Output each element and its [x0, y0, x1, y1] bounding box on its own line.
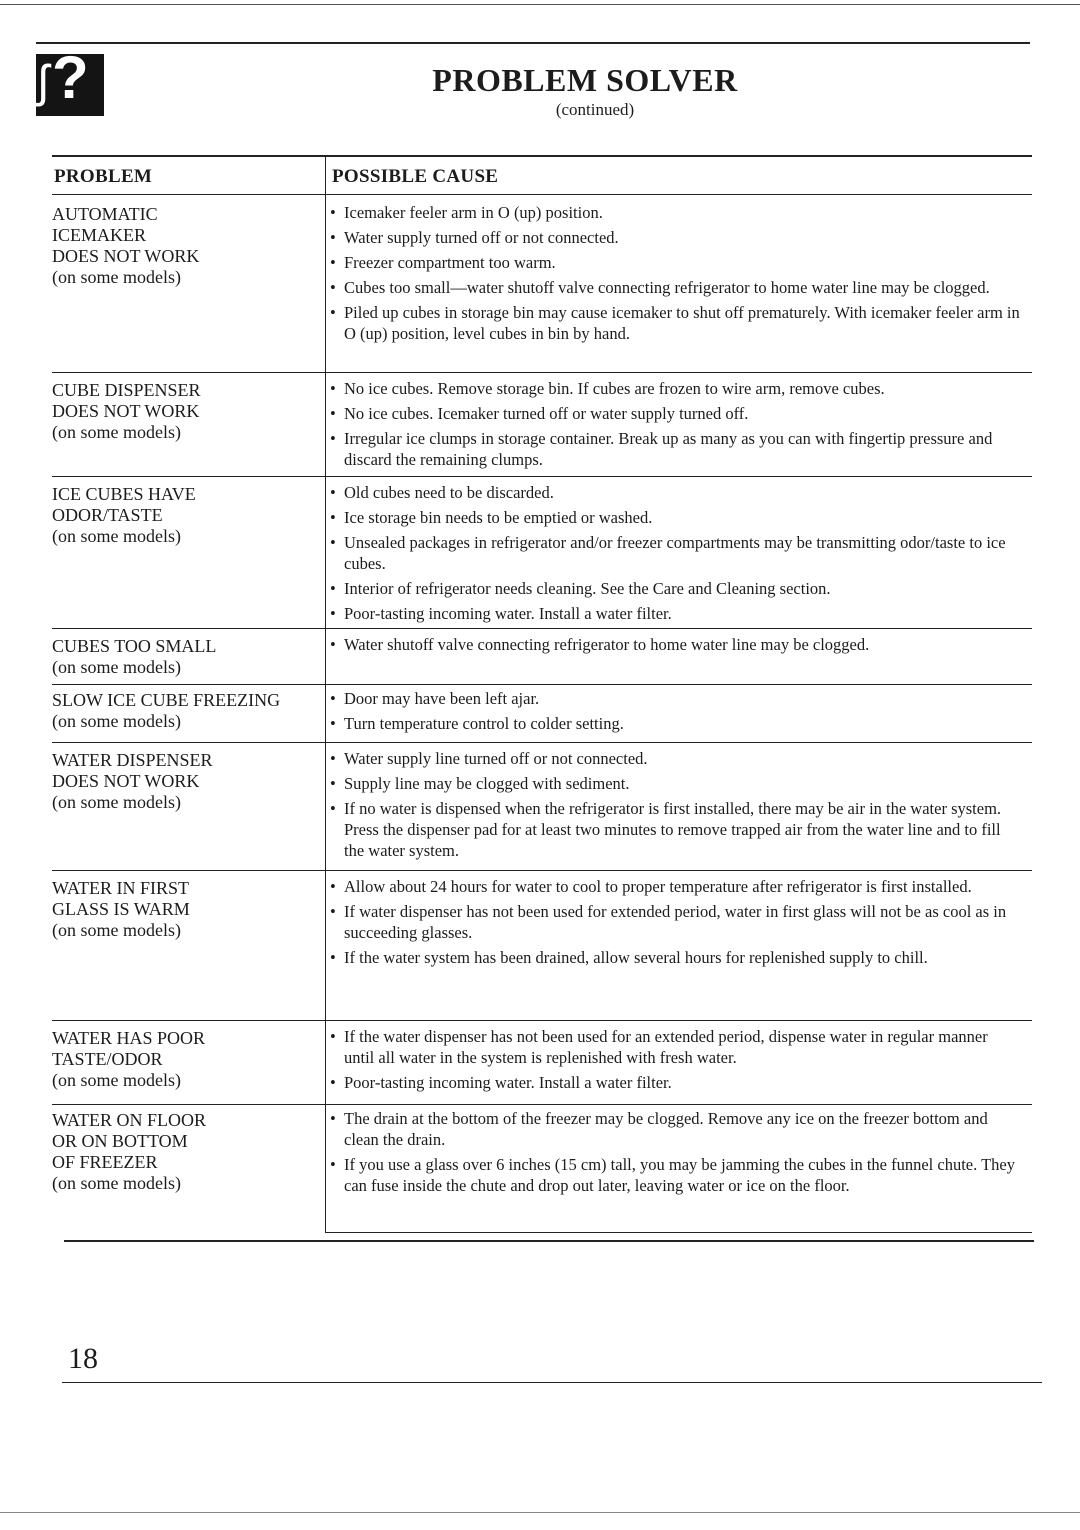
cause-item: • Supply line may be clogged with sediment. [330, 773, 1020, 794]
problem-line: TASTE/ODOR [52, 1049, 163, 1069]
page-subtitle: (continued) [555, 100, 635, 119]
models-note: (on some models) [52, 920, 181, 940]
models-note: (on some models) [52, 711, 181, 731]
cause-list [330, 482, 1020, 628]
problem-line: ICEMAKER [52, 225, 146, 245]
cause-item: • Icemaker feeler arm in O (up) position. [330, 202, 1020, 223]
problem-label [52, 636, 314, 678]
problem-label [52, 484, 314, 547]
cause-item: • No ice cubes. Remove storage bin. If cubes are frozen to wire arm, remove cubes. [330, 378, 1020, 399]
problem-line: CUBE DISPENSER [52, 380, 201, 400]
table-row [52, 686, 1032, 742]
cause-item: • Turn temperature control to colder setting. [330, 713, 1020, 734]
cause-item: • Cubes too small—water shutoff valve connecting refrigerator to home water line may be clogged. [330, 277, 1020, 298]
cause-column-header: POSSIBLE CAUSE [332, 166, 499, 187]
problem-label [52, 380, 314, 443]
cause-item: • Ice storage bin needs to be emptied or washed. [330, 507, 1020, 528]
row-rule [52, 476, 1032, 477]
problem-label [52, 690, 314, 732]
bottom-border-rule [0, 1512, 1080, 1513]
problem-line: SLOW ICE CUBE FREEZING [52, 690, 281, 710]
problem-line: WATER ON FLOOR [52, 1110, 207, 1130]
table-row [52, 1024, 1032, 1100]
cause-item: • If you use a glass over 6 inches (15 cm) tall, you may be jamming the cubes in the funnel chute. They can fuse inside the chute and drop out later, leaving water or ice on the floor. [330, 1154, 1020, 1196]
page-title: PROBLEM SOLVER [432, 62, 738, 98]
row-rule [52, 372, 1032, 373]
cause-item: • Piled up cubes in storage bin may cause icemaker to shut off prematurely. With icemaker feeler arm in O (up) position, level cubes in bin by hand. [330, 302, 1020, 344]
cause-item: • No ice cubes. Icemaker turned off or water supply turned off. [330, 403, 1020, 424]
row-rule [52, 1104, 1032, 1105]
page-number: 18 [68, 1342, 98, 1375]
problem-line: DOES NOT WORK [52, 771, 200, 791]
problem-line: GLASS IS WARM [52, 899, 190, 919]
question-mark-icon: ʃ ? [36, 54, 104, 116]
models-note: (on some models) [52, 1070, 181, 1090]
cause-item: • Poor-tasting incoming water. Install a water filter. [330, 603, 1020, 624]
table-row [52, 200, 1032, 368]
row-rule [52, 742, 1032, 743]
table-top-rule [52, 155, 1032, 157]
cause-item: • Water shutoff valve connecting refrigerator to home water line may be clogged. [330, 634, 1020, 655]
cause-list [330, 748, 1020, 865]
problem-line: WATER DISPENSER [52, 750, 213, 770]
problem-line: ODOR/TASTE [52, 505, 163, 525]
problem-line: CUBES TOO SMALL [52, 636, 217, 656]
problem-column-header: PROBLEM [54, 166, 153, 187]
row-rule [52, 870, 1032, 871]
row-rule [52, 684, 1032, 685]
problem-line: ICE CUBES HAVE [52, 484, 196, 504]
cause-list [330, 202, 1020, 348]
header-rule [36, 42, 1030, 44]
problem-label [52, 1028, 314, 1091]
cause-item: • Poor-tasting incoming water. Install a water filter. [330, 1072, 1020, 1093]
cause-item: • If the water system has been drained, allow several hours for replenished supply to chill. [330, 947, 1020, 968]
cause-item: • Irregular ice clumps in storage container. Break up as many as you can with fingertip pressure and discard the remaining clumps. [330, 428, 1020, 470]
problem-line: DOES NOT WORK [52, 246, 200, 266]
problem-label [52, 204, 314, 288]
table-row [52, 874, 1032, 1014]
section-end-rule [64, 1240, 1034, 1242]
row-rule [52, 628, 1032, 629]
table-row [52, 1106, 1032, 1230]
footer-rule [62, 1382, 1042, 1383]
cause-list [330, 1108, 1020, 1200]
cause-item: • Water supply turned off or not connected. [330, 227, 1020, 248]
table-row [52, 632, 1032, 682]
table-row [52, 480, 1032, 624]
cause-item: • If water dispenser has not been used for extended period, water in first glass will not be as cool as in succeeding glasses. [330, 901, 1020, 943]
problem-line: DOES NOT WORK [52, 401, 200, 421]
table-row [52, 376, 1032, 472]
models-note: (on some models) [52, 792, 181, 812]
models-note: (on some models) [52, 267, 181, 287]
cause-item: • Freezer compartment too warm. [330, 252, 1020, 273]
cause-item: • Interior of refrigerator needs cleaning. See the Care and Cleaning section. [330, 578, 1020, 599]
problem-label [52, 750, 314, 813]
cause-item: • Door may have been left ajar. [330, 688, 1020, 709]
models-note: (on some models) [52, 422, 181, 442]
cause-item: • If the water dispenser has not been used for an extended period, dispense water in regular manner until all water in the system is replenished with fresh water. [330, 1026, 1020, 1068]
problem-label [52, 1110, 314, 1194]
problem-line: OR ON BOTTOM [52, 1131, 188, 1151]
cause-item: • If no water is dispensed when the refrigerator is first installed, there may be air in the water system. Press the dispenser pad for at least two minutes to remove trapped air from the water line and to fill the water system. [330, 798, 1020, 861]
top-border-rule [0, 4, 1080, 5]
table-row [52, 746, 1032, 866]
models-note: (on some models) [52, 526, 181, 546]
cause-list [330, 634, 1020, 659]
table-header-rule [52, 194, 1032, 195]
cause-list [330, 688, 1020, 738]
table-bottom-rule [326, 1232, 1032, 1233]
cause-item: • Water supply line turned off or not connected. [330, 748, 1020, 769]
cause-item: • Unsealed packages in refrigerator and/or freezer compartments may be transmitting odor/taste to ice cubes. [330, 532, 1020, 574]
cause-item: • Old cubes need to be discarded. [330, 482, 1020, 503]
problem-line: AUTOMATIC [52, 204, 158, 224]
row-rule [52, 1020, 1032, 1021]
problem-label [52, 878, 314, 941]
models-note: (on some models) [52, 1173, 181, 1193]
cause-item: • The drain at the bottom of the freezer may be clogged. Remove any ice on the freezer bottom and clean the drain. [330, 1108, 1020, 1150]
cause-list [330, 1026, 1020, 1097]
problem-line: WATER HAS POOR [52, 1028, 206, 1048]
cause-list [330, 378, 1020, 474]
problem-line: OF FREEZER [52, 1152, 158, 1172]
cause-item: • Allow about 24 hours for water to cool to proper temperature after refrigerator is first installed. [330, 876, 1020, 897]
cause-list [330, 876, 1020, 972]
models-note: (on some models) [52, 657, 181, 677]
problem-line: WATER IN FIRST [52, 878, 190, 898]
